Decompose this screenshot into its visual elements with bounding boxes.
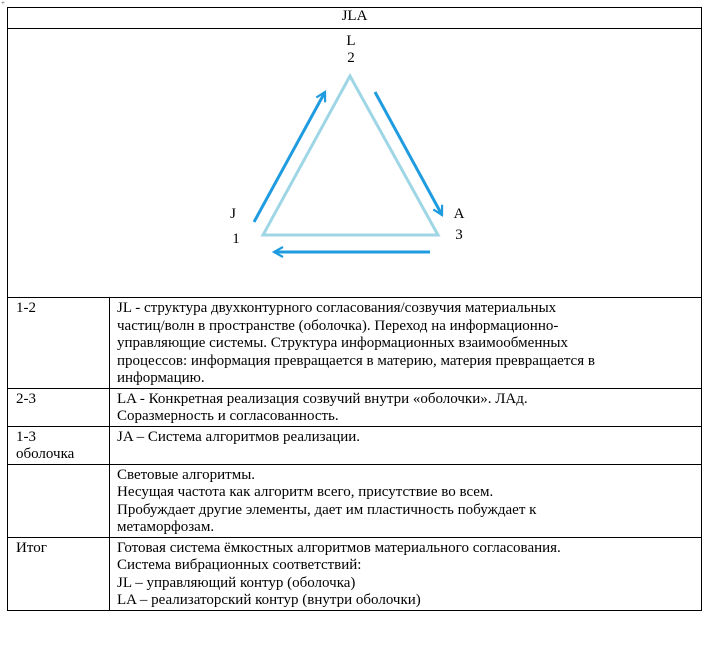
vertex-right-number: 3 <box>455 227 463 243</box>
vertex-top-number: 2 <box>347 50 355 66</box>
arrow-2-to-3 <box>375 92 442 215</box>
row-label-line: оболочка <box>16 446 75 462</box>
table-row <box>8 464 702 537</box>
row-label: 1-2 <box>8 298 110 389</box>
row-text <box>110 464 702 537</box>
text-line: информацию. <box>117 370 205 386</box>
table-header-row <box>8 8 702 29</box>
table-row <box>8 388 702 426</box>
row-text <box>110 537 702 610</box>
table-row <box>8 537 702 610</box>
arrow-1-to-2 <box>254 92 325 222</box>
row-label <box>8 464 110 537</box>
text-line: Световые алгоритмы. <box>117 466 256 483</box>
row-text <box>110 298 702 389</box>
text-line: частиц/волн в пространстве (оболочка). Переход на информационно- <box>117 317 559 334</box>
text-line: JL - структура двухконтурного согласования/созвучия материальных <box>117 300 557 316</box>
row-label-line: 1-3 <box>16 428 36 445</box>
text-line: управляющие системы. Структура информационных взаимообменных <box>117 335 568 351</box>
triangle-diagram <box>8 29 700 297</box>
diagram-row <box>8 29 702 298</box>
corner-mark: + <box>1 0 5 7</box>
text-line: JL – управляющий контур (оболочка) <box>117 574 356 591</box>
text-line: JA – Система алгоритмов реализации. <box>117 428 361 445</box>
table-title: JLA <box>8 8 702 29</box>
jla-table <box>7 7 702 611</box>
diagram-cell <box>8 29 702 298</box>
row-label: Итог <box>8 537 110 610</box>
text-line: Соразмерность и согласованность. <box>117 408 339 424</box>
row-label: 2-3 <box>8 388 110 426</box>
vertex-top-letter: L <box>346 33 356 49</box>
text-line: LA – реализаторский контур (внутри оболочки) <box>117 592 421 608</box>
row-text <box>110 388 702 426</box>
table-row <box>8 298 702 389</box>
text-line: Пробуждает другие элементы, дает им пластичность побуждает к <box>117 501 537 518</box>
vertex-left-letter: J <box>230 206 236 222</box>
text-line: процессов: информация превращается в материю, материя превращается в <box>117 352 595 369</box>
vertex-right-letter: A <box>453 206 465 222</box>
row-text <box>110 426 702 464</box>
row-label <box>8 426 110 464</box>
text-line: метаморфозам. <box>117 519 215 535</box>
text-line: Система вибрационных соответствий: <box>117 557 362 573</box>
text-line: LA - Конкретная реализация созвучий внутри «оболочки». ЛАд. <box>117 390 528 407</box>
vertex-left-number: 1 <box>232 231 240 247</box>
text-line: Несущая частота как алгоритм всего, присутствие во всем. <box>117 484 494 500</box>
table-row <box>8 426 702 464</box>
text-line: Готовая система ёмкостных алгоритмов материального согласования. <box>117 539 561 556</box>
